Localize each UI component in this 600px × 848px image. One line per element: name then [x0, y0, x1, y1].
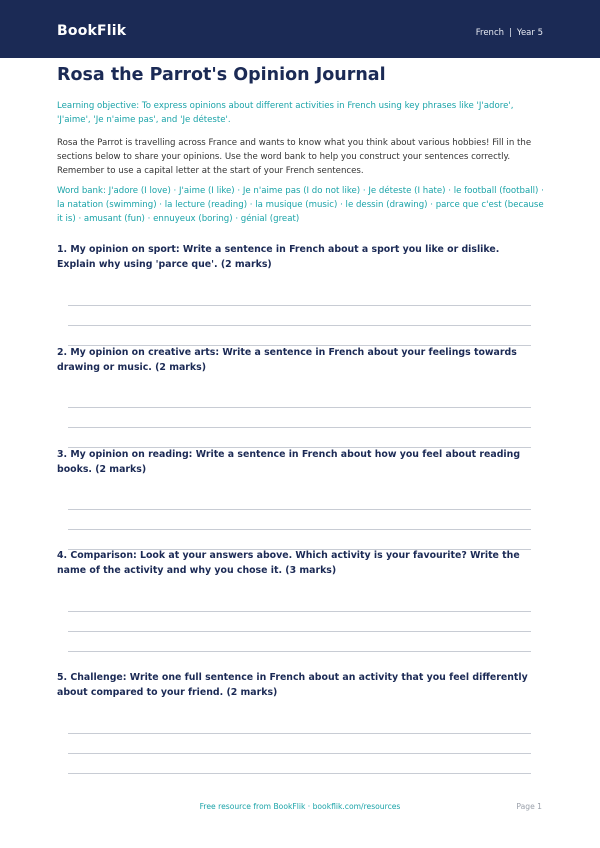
- answer-line: [68, 427, 531, 428]
- learning-objective: Learning objective: To express opinions about different activities in French using key phrases like 'J'adore', 'J'aime', 'Je n'aime pas', and 'Je déteste'.: [57, 101, 514, 125]
- answer-line: [68, 529, 531, 530]
- footer-link[interactable]: Free resource from BookFlik · bookflik.com/resources: [199, 802, 401, 811]
- question-1: 1. My opinion on sport: Write a sentence in French about a sport you like or dislike. Explain why using 'parce que'. (2 marks): [57, 244, 500, 270]
- answer-line: [68, 407, 531, 408]
- page-header: [0, 0, 600, 58]
- question-4: 4. Comparison: Look at your answers above. Which activity is your favourite? Write the name of the activity and why you chose it. (3 marks): [57, 550, 520, 576]
- answer-line: [68, 631, 531, 632]
- page-number: Page 1: [516, 802, 542, 811]
- year-label: Year 5: [516, 28, 543, 38]
- answer-line: [68, 773, 531, 774]
- header-meta: [476, 28, 543, 38]
- intro-paragraph: Rosa the Parrot is travelling across France and wants to know what you think about various hobbies! Fill in the sections below to share your opinions. Use the word bank to help you construct your sentences correctly. Remember to use a capital letter at the start of your French sentences.: [57, 138, 532, 176]
- answer-line: [68, 325, 531, 326]
- answer-line: [68, 611, 531, 612]
- answer-line: [68, 733, 531, 734]
- answer-line: [68, 509, 531, 510]
- question-3: 3. My opinion on reading: Write a sentence in French about how you feel about reading books. (2 marks): [57, 449, 521, 475]
- brand-logo-text: BookFlik: [57, 23, 127, 39]
- answer-line: [68, 753, 531, 754]
- question-2: 2. My opinion on creative arts: Write a sentence in French about your feelings towards drawing or music. (2 marks): [57, 347, 517, 373]
- question-5: 5. Challenge: Write one full sentence in French about an activity that you feel differently about compared to your friend. (2 marks): [57, 672, 528, 698]
- answer-line: [68, 651, 531, 652]
- word-bank: Word bank: J'adore (I love) · J'aime (I like) · Je n'aime pas (I do not like) · Je déteste (I hate) · le football (football) · la natation (swimming) · la lecture (reading) · la musique (music) · le dessin (drawing) · parce que c'est (because it is) · amusant (fun) · ennuyeux (boring) · génial (great): [57, 186, 544, 224]
- page-title: Rosa the Parrot's Opinion Journal: [57, 65, 386, 85]
- answer-line: [68, 305, 531, 306]
- subject-label: French: [475, 28, 505, 38]
- meta-separator: |: [509, 28, 512, 38]
